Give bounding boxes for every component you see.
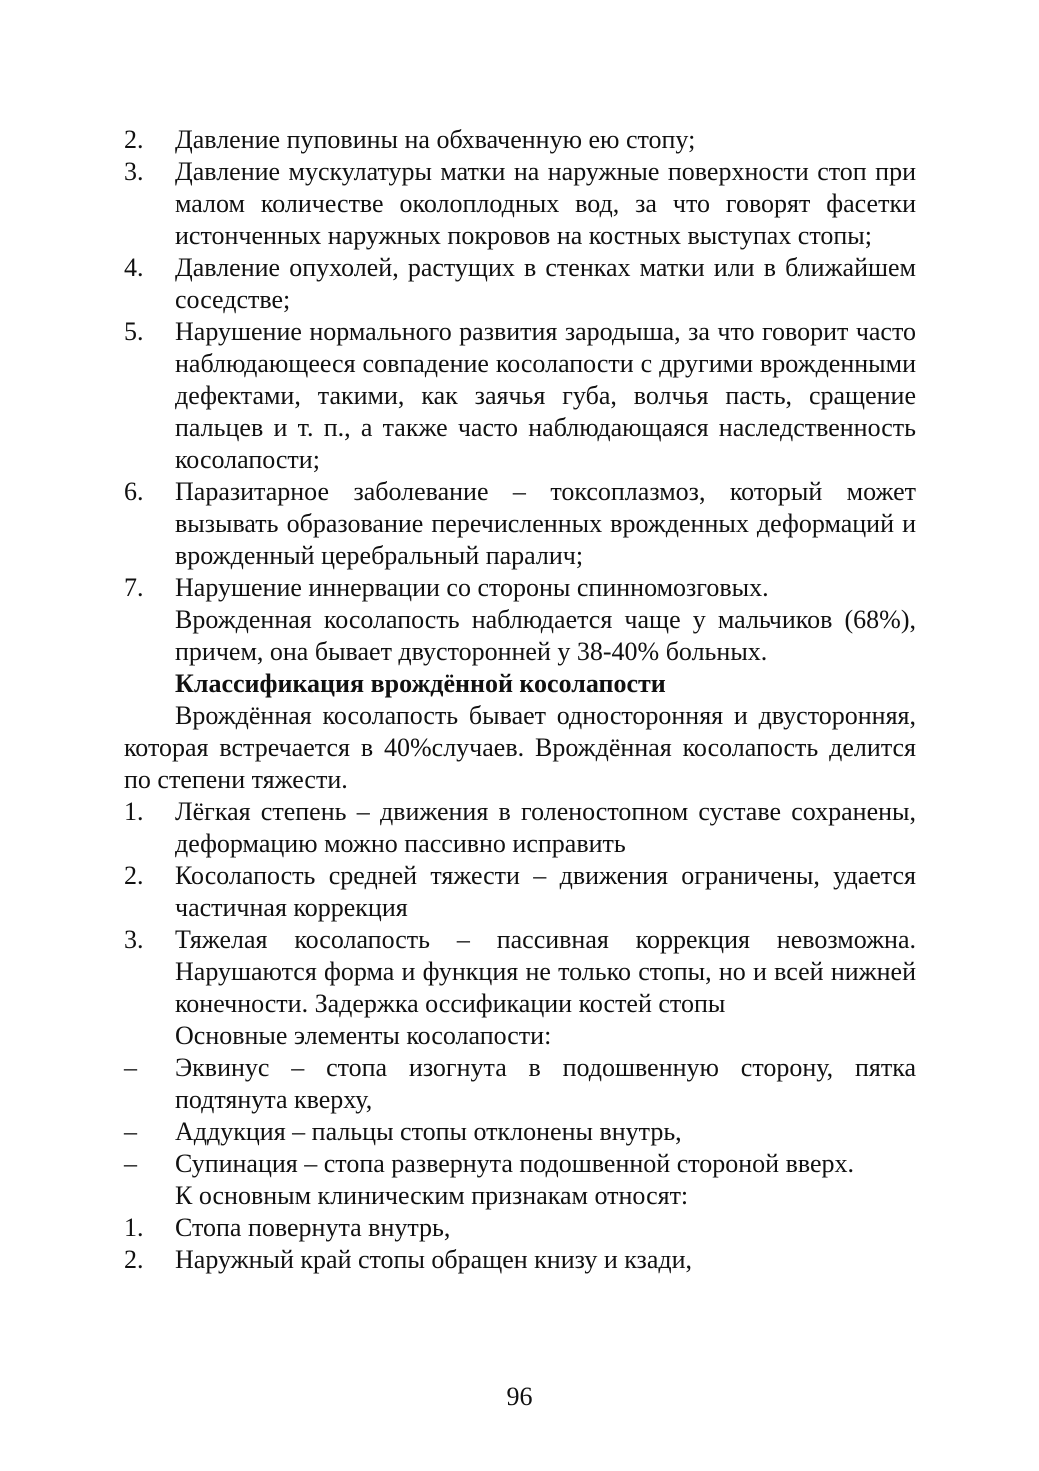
list-item-text: Давление мускулатуры матки на наружные поверхности стоп при малом количестве околоплодных вод, за что говорят фасетки истонченных наружных покровов на костных выступах стопы; [175, 157, 916, 250]
list-item [124, 124, 916, 156]
list-item-text: Тяжелая косолапость – пассивная коррекция невозможна. Нарушаются форма и функция не только стопы, но и всей нижней конечности. Задержка оссификации костей стопы [175, 925, 916, 1018]
list-marker: 1. [124, 797, 144, 826]
body-paragraph: Врождённая косолапость бывает односторонняя и двусторонняя, которая встречается в 40%случаев. Врождённая косолапость делится по степени тяжести. [124, 701, 916, 794]
list-item [124, 796, 916, 860]
section-heading: Классификация врождённой косолапости [175, 669, 666, 698]
list-item [124, 860, 916, 924]
list-item-text: Супинация – стопа развернута подошвенной стороной вверх. [175, 1149, 855, 1178]
list-marker: 7. [124, 573, 144, 602]
list-marker: 4. [124, 253, 144, 282]
list-item [124, 1244, 916, 1276]
indented-paragraph [124, 1020, 916, 1052]
list-marker: 1. [124, 1213, 144, 1242]
list-marker: 6. [124, 477, 144, 506]
list-item [124, 924, 916, 1020]
dash-list-item [124, 1116, 916, 1148]
paragraph-text: Основные элементы косолапости: [175, 1021, 552, 1050]
list-item [124, 252, 916, 316]
list-item-text: Эквинус – стопа изогнута в подошвенную сторону, пятка подтянута кверху, [175, 1053, 916, 1114]
dash-marker: – [124, 1117, 137, 1146]
list-marker: 5. [124, 317, 144, 346]
paragraph-text: Врожденная косолапость наблюдается чаще у мальчиков (68%), причем, она бывает двусторонней у 38-40% больных. [175, 605, 916, 666]
list-item [124, 156, 916, 252]
list-item-text: Давление опухолей, растущих в стенках матки или в ближайшем соседстве; [175, 253, 916, 314]
list-item-text: Нарушение нормального развития зародыша, за что говорит часто наблюдающееся совпадение косолапости с другими врожденными дефектами, такими, как заячья губа, волчья пасть, сращение пальцев и т. п., а также часто наблюдающаяся наследственность косолапости; [175, 317, 916, 474]
dash-list-item [124, 1148, 916, 1180]
list-marker: 3. [124, 925, 144, 954]
dash-list-item [124, 1052, 916, 1116]
list-item [124, 476, 916, 572]
list-item-text: Косолапость средней тяжести – движения ограничены, удается частичная коррекция [175, 861, 916, 922]
list-item [124, 572, 916, 604]
list-item [124, 316, 916, 476]
list-item-text: Стопа повернута внутрь, [175, 1213, 451, 1242]
list-item-text: Давление пуповины на обхваченную ею стопу; [175, 125, 696, 154]
indented-paragraph [124, 604, 916, 668]
list-item-text: Паразитарное заболевание – токсоплазмоз, который может вызывать образование перечисленных врожденных деформаций и врожденный церебральный паралич; [175, 477, 916, 570]
list-item-text: Нарушение иннервации со стороны спинномозговых. [175, 573, 769, 602]
dash-marker: – [124, 1053, 137, 1082]
dash-marker: – [124, 1149, 137, 1178]
paragraph-text: К основным клиническим признакам относят: [175, 1181, 689, 1210]
indented-paragraph [124, 1180, 916, 1212]
list-item [124, 1212, 916, 1244]
list-marker: 2. [124, 1245, 144, 1274]
list-marker: 3. [124, 157, 144, 186]
list-marker: 2. [124, 861, 144, 890]
page-number: 96 [506, 1382, 533, 1411]
list-marker: 2. [124, 125, 144, 154]
list-item-text: Наружный край стопы обращен книзу и кзади, [175, 1245, 693, 1274]
page-content [124, 124, 916, 1276]
list-item-text: Лёгкая степень – движения в голеностопном суставе сохранены, деформацию можно пассивно исправить [175, 797, 916, 858]
list-item-text: Аддукция – пальцы стопы отклонены внутрь, [175, 1117, 682, 1146]
